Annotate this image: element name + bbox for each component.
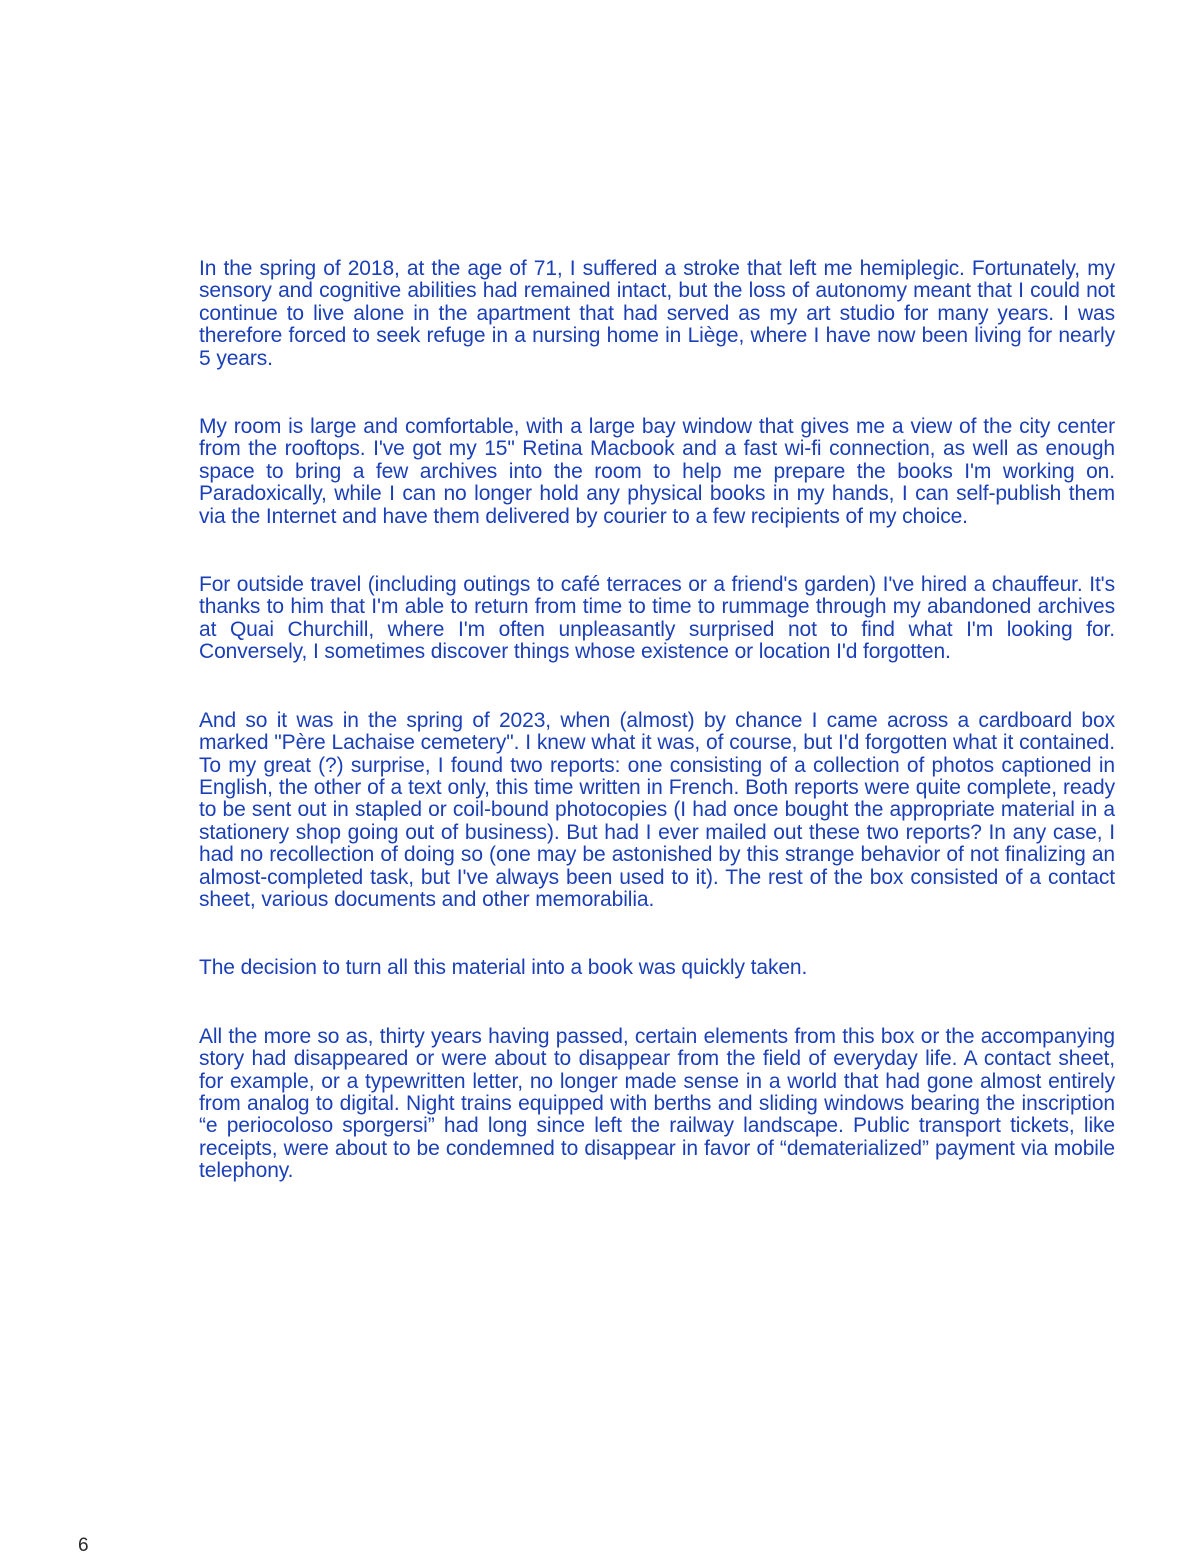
- paragraph-3: For outside travel (including outings to café terraces or a friend's garden) I've hired a chauffeur. It's thanks to him that I'm able to return from time to time to rummage through my abandoned archives at Quai Churchill, where I'm often unpleasantly surprised not to find what I'm looking for. Conversely, I sometimes discover things whose existence or location I'd forgotten.: [199, 573, 1115, 664]
- paragraph-2: My room is large and comfortable, with a large bay window that gives me a view of the city center from the rooftops. I've got my 15" Retina Macbook and a fast wi-fi connection, as well as enough space to bring a few archives into the room to help me prepare the books I'm working on. Paradoxically, while I can no longer hold any physical books in my hands, I can self-publish them via the Internet and have them delivered by courier to a few recipients of my choice.: [199, 415, 1115, 528]
- paragraph-5: The decision to turn all this material into a book was quickly taken.: [199, 956, 808, 980]
- page-number: 6: [78, 1535, 89, 1556]
- paragraph-1: In the spring of 2018, at the age of 71, I suffered a stroke that left me hemiplegic. Fortunately, my sensory and cognitive abilities had remained intact, but the loss of autonomy meant that I could not continue to live alone in the apartment that had served as my art studio for many years. I was therefore forced to seek refuge in a nursing home in Liège, where I have now been living for nearly 5 years.: [199, 257, 1115, 370]
- body-text: [199, 258, 1115, 1229]
- paragraph-6: All the more so as, thirty years having passed, certain elements from this box or the accompanying story had disappeared or were about to disappear from the field of everyday life. A contact sheet, for example, or a typewritten letter, no longer made sense in a world that had gone almost entirely from analog to digital. Night trains equipped with berths and sliding windows bearing the inscription “e periocoloso sporgersi” had long since left the railway landscape. Public transport tickets, like receipts, were about to be condemned to disappear in favor of “dematerialized” payment via mobile telephony.: [199, 1024, 1115, 1183]
- paragraph-4: And so it was in the spring of 2023, when (almost) by chance I came across a cardboard box marked "Père Lachaise cemetery". I knew what it was, of course, but I'd forgotten what it contained. To my great (?) surprise, I found two reports: one consisting of a collection of photos captioned in English, the other of a text only, this time written in French. Both reports were quite complete, ready to be sent out in stapled or coil-bound photocopies (I had once bought the appropriate material in a stationery shop going out of business). But had I ever mailed out these two reports? In any case, I had no recollection of doing so (one may be astonished by this strange behavior of not finalizing an almost-completed task, but I've always been used to it). The rest of the box consisted of a contact sheet, various documents and other memorabilia.: [199, 708, 1115, 911]
